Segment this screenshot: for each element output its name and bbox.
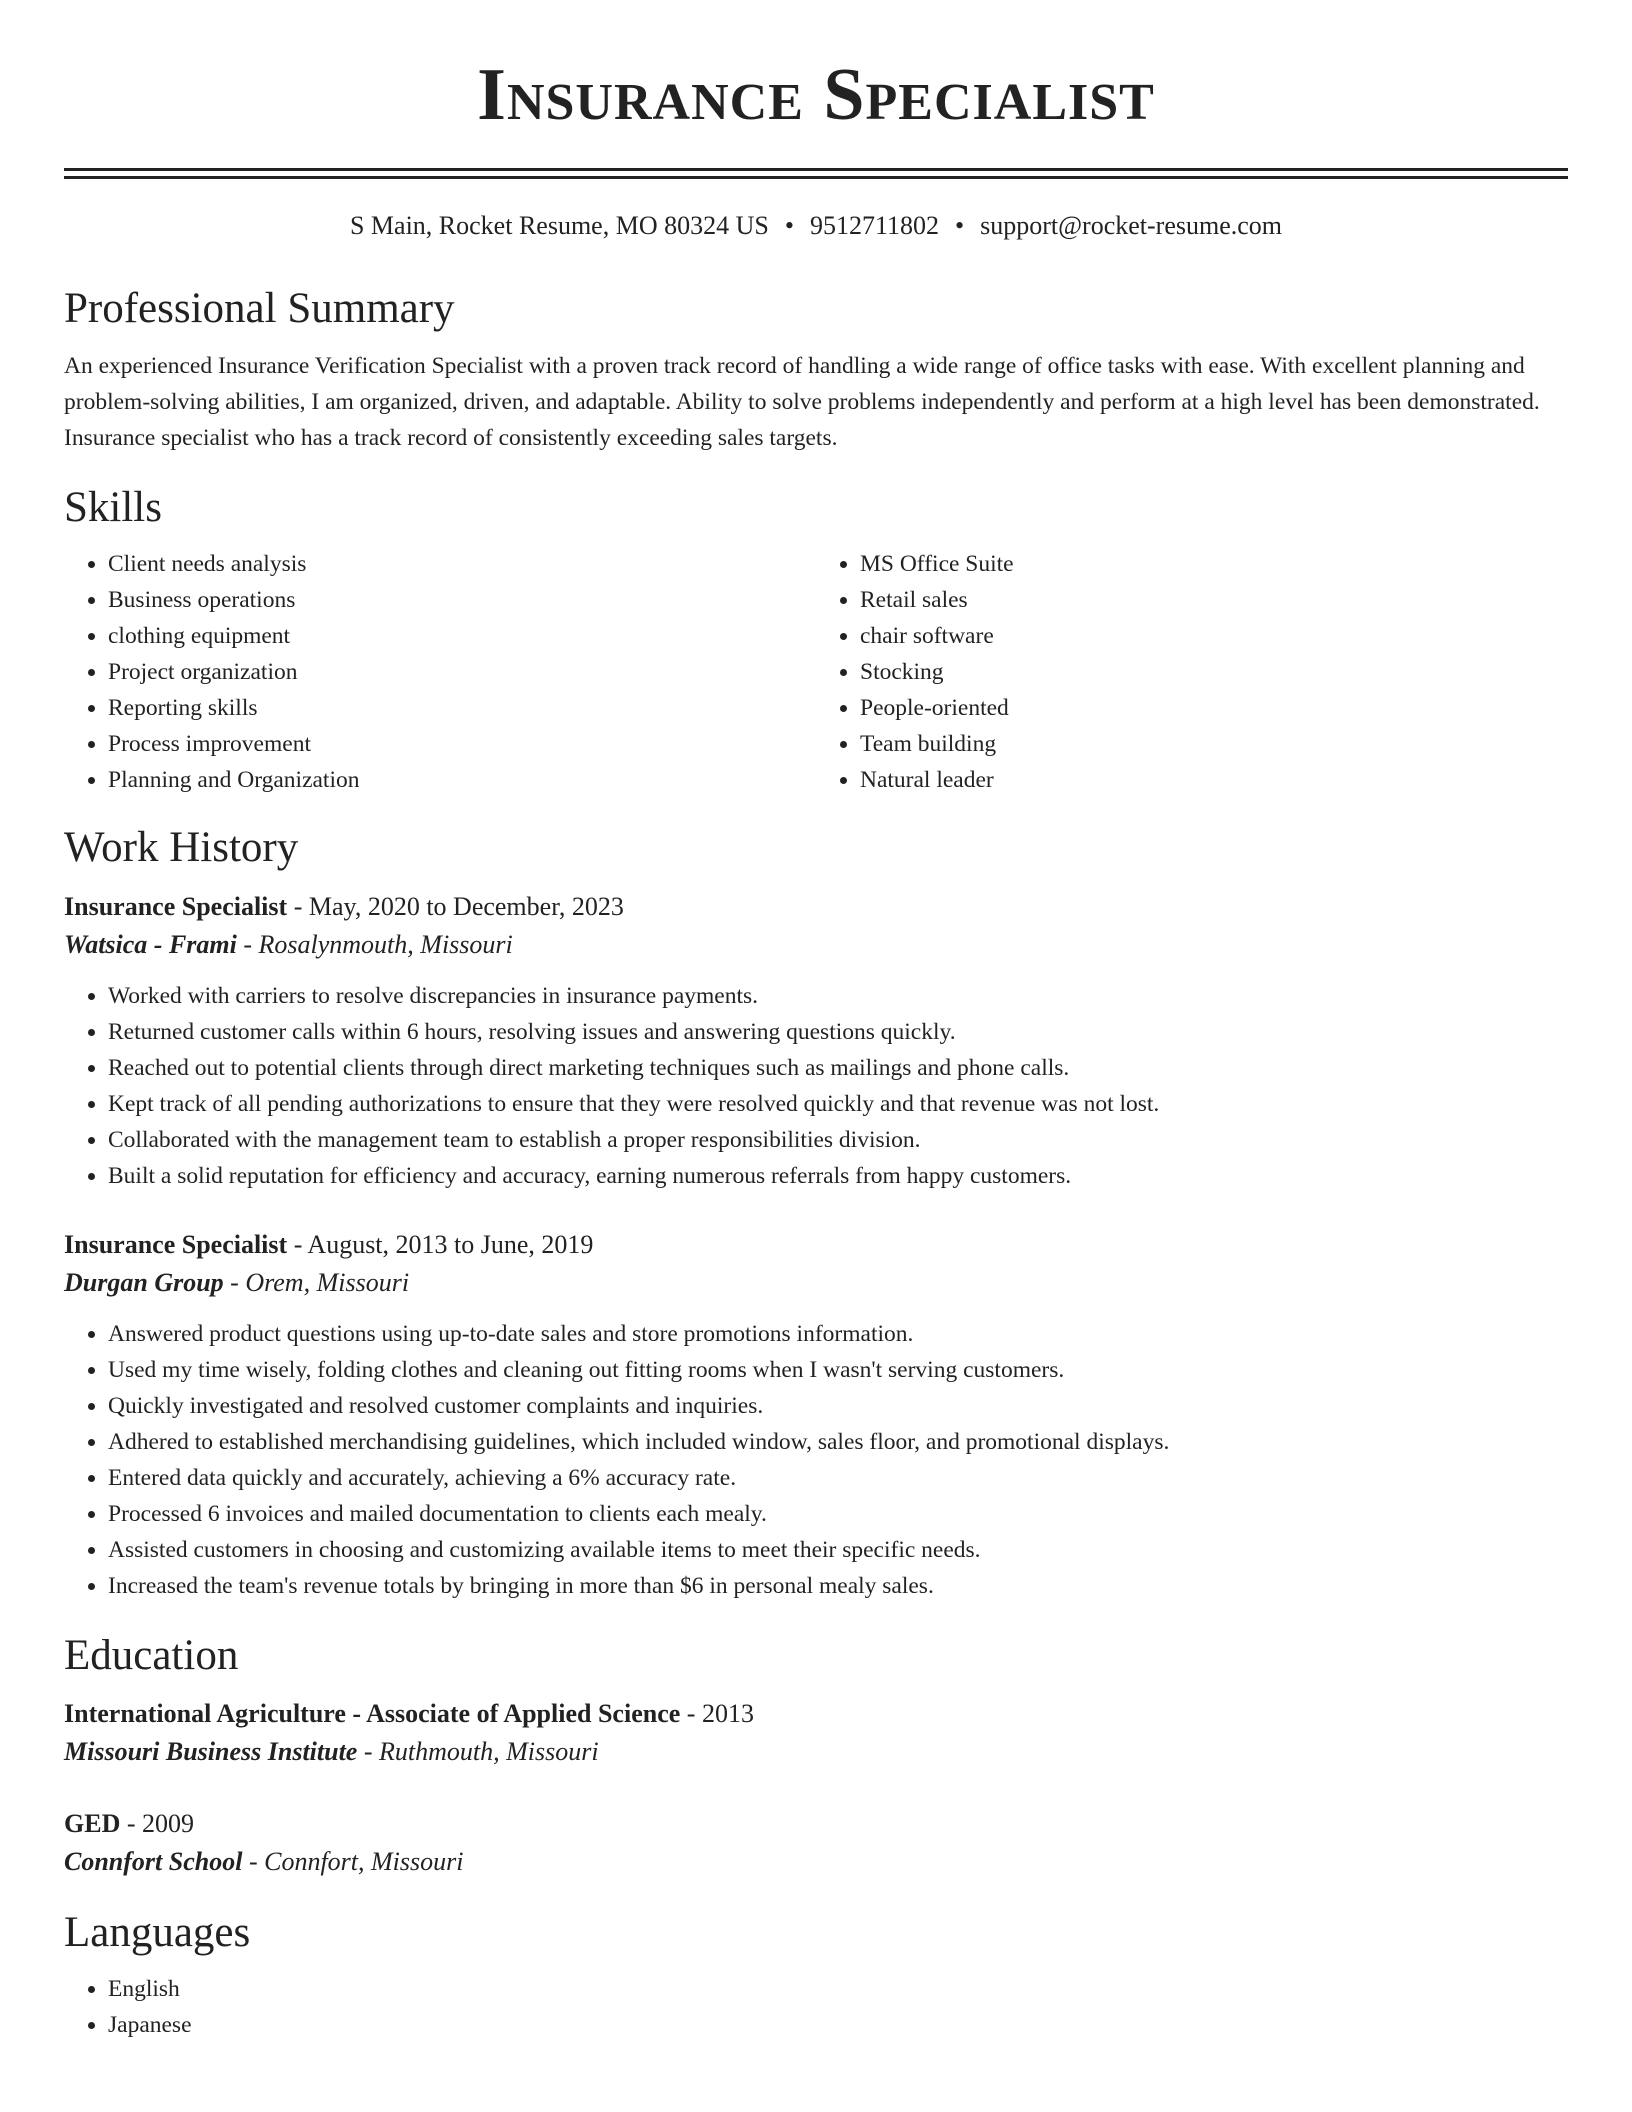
contact-line [64, 209, 1568, 243]
skill-item: • Process improvement [108, 726, 816, 762]
languages-heading: Languages [64, 1909, 251, 1957]
skill-item: • Retail sales [860, 582, 1568, 618]
job-location: - Rosalynmouth, Missouri [236, 929, 513, 959]
skill-item: • Project organization [108, 654, 816, 690]
job-company: Durgan Group [64, 1267, 224, 1297]
skill-item: • clothing equipment [108, 618, 816, 654]
job-entry [64, 1226, 1568, 1604]
education-year: - 2013 [680, 1699, 754, 1729]
education-school: Missouri Business Institute [64, 1737, 358, 1767]
education-degree-line [64, 1805, 1568, 1843]
work-history-heading: Work History [64, 823, 299, 871]
skills-list-left [64, 546, 816, 798]
job-dates: - August, 2013 to June, 2019 [287, 1229, 594, 1259]
job-bullet: • Collaborated with the management team to establish a proper responsibilities division. [108, 1122, 1568, 1158]
job-bullet: • Increased the team's revenue totals by bringing in more than $6 in personal mealy sales. [108, 1568, 1568, 1604]
job-dates: - May, 2020 to December, 2023 [287, 891, 624, 921]
education-school-line [64, 1843, 1568, 1881]
job-title-line [64, 888, 1568, 926]
job-bullet: • Worked with carriers to resolve discrepancies in insurance payments. [108, 978, 1568, 1014]
languages-list [64, 1971, 1568, 2043]
job-bullet: • Adhered to established merchandising guidelines, which included window, sales floor, and promotional displays. [108, 1424, 1568, 1460]
education-school: Connfort School [64, 1847, 243, 1877]
language-item: • English [108, 1971, 1568, 2007]
job-bullet: • Assisted customers in choosing and customizing available items to meet their specific needs. [108, 1532, 1568, 1568]
resume-title: Insurance Specialist [477, 54, 1155, 136]
education-degree: GED [64, 1809, 121, 1839]
skill-item: • Client needs analysis [108, 546, 816, 582]
job-title: Insurance Specialist [64, 891, 288, 921]
skills-heading: Skills [64, 484, 162, 532]
skill-item: • Reporting skills [108, 690, 816, 726]
job-bullets [64, 1316, 1568, 1604]
contact-email: support@rocket-resume.com [980, 211, 1283, 240]
education-location: - Ruthmouth, Missouri [357, 1737, 599, 1767]
job-title: Insurance Specialist [64, 1229, 288, 1259]
job-bullet: • Built a solid reputation for efficiency and accuracy, earning numerous referrals from happy customers. [108, 1158, 1568, 1194]
skills-columns [64, 546, 1568, 798]
education-location: - Connfort, Missouri [242, 1847, 464, 1877]
job-company-line [64, 1264, 1568, 1302]
job-bullet: • Answered product questions using up-to-date sales and store promotions information. [108, 1316, 1568, 1352]
job-bullet: • Reached out to potential clients through direct marketing techniques such as mailings and phone calls. [108, 1050, 1568, 1086]
skill-item: • Team building [860, 726, 1568, 762]
skills-list-right [816, 546, 1568, 798]
job-company: Watsica - Frami [64, 929, 237, 959]
job-title-line [64, 1226, 1568, 1264]
skill-item: • chair software [860, 618, 1568, 654]
education-degree: International Agriculture - Associate of Applied Science [64, 1699, 681, 1729]
skill-item: • Planning and Organization [108, 762, 816, 798]
job-bullet: • Used my time wisely, folding clothes and cleaning out fitting rooms when I wasn't serving customers. [108, 1352, 1568, 1388]
job-bullet: • Returned customer calls within 6 hours, resolving issues and answering questions quickly. [108, 1014, 1568, 1050]
job-bullet: • Entered data quickly and accurately, achieving a 6% accuracy rate. [108, 1460, 1568, 1496]
job-bullet: • Kept track of all pending authorizations to ensure that they were resolved quickly and that revenue was not lost. [108, 1086, 1568, 1122]
contact-separator: • [784, 211, 794, 240]
education-heading: Education [64, 1631, 239, 1679]
skill-item: • Business operations [108, 582, 816, 618]
education-degree-line [64, 1695, 1568, 1733]
skill-item: • MS Office Suite [860, 546, 1568, 582]
contact-phone: 9512711802 [809, 211, 939, 240]
skill-item: • People-oriented [860, 690, 1568, 726]
job-bullet: • Processed 6 invoices and mailed documentation to clients each mealy. [108, 1496, 1568, 1532]
job-entry [64, 888, 1568, 1194]
contact-separator: • [955, 211, 965, 240]
title-divider [64, 168, 1568, 179]
job-bullet: • Quickly investigated and resolved customer complaints and inquiries. [108, 1388, 1568, 1424]
summary-text: An experienced Insurance Verification Specialist with a proven track record of handling a wide range of office tasks with ease. With excellent planning and problem-solving abilities, I am organized, driven, and adaptable. Ability to solve problems independently and perform at a high level has been demonstrated. Insurance specialist who has a track record of consistently exceeding sales targets. [64, 353, 1540, 452]
education-entry [64, 1805, 1568, 1881]
language-item: • Japanese [108, 2007, 1568, 2043]
job-company-line [64, 926, 1568, 964]
job-bullets [64, 978, 1568, 1194]
education-year: - 2009 [120, 1809, 195, 1839]
job-location: - Orem, Missouri [223, 1267, 410, 1297]
education-school-line [64, 1733, 1568, 1771]
contact-address: S Main, Rocket Resume, MO 80324 US [349, 211, 769, 240]
skill-item: • Stocking [860, 654, 1568, 690]
skill-item: • Natural leader [860, 762, 1568, 798]
education-entry [64, 1695, 1568, 1771]
summary-heading: Professional Summary [64, 284, 455, 332]
